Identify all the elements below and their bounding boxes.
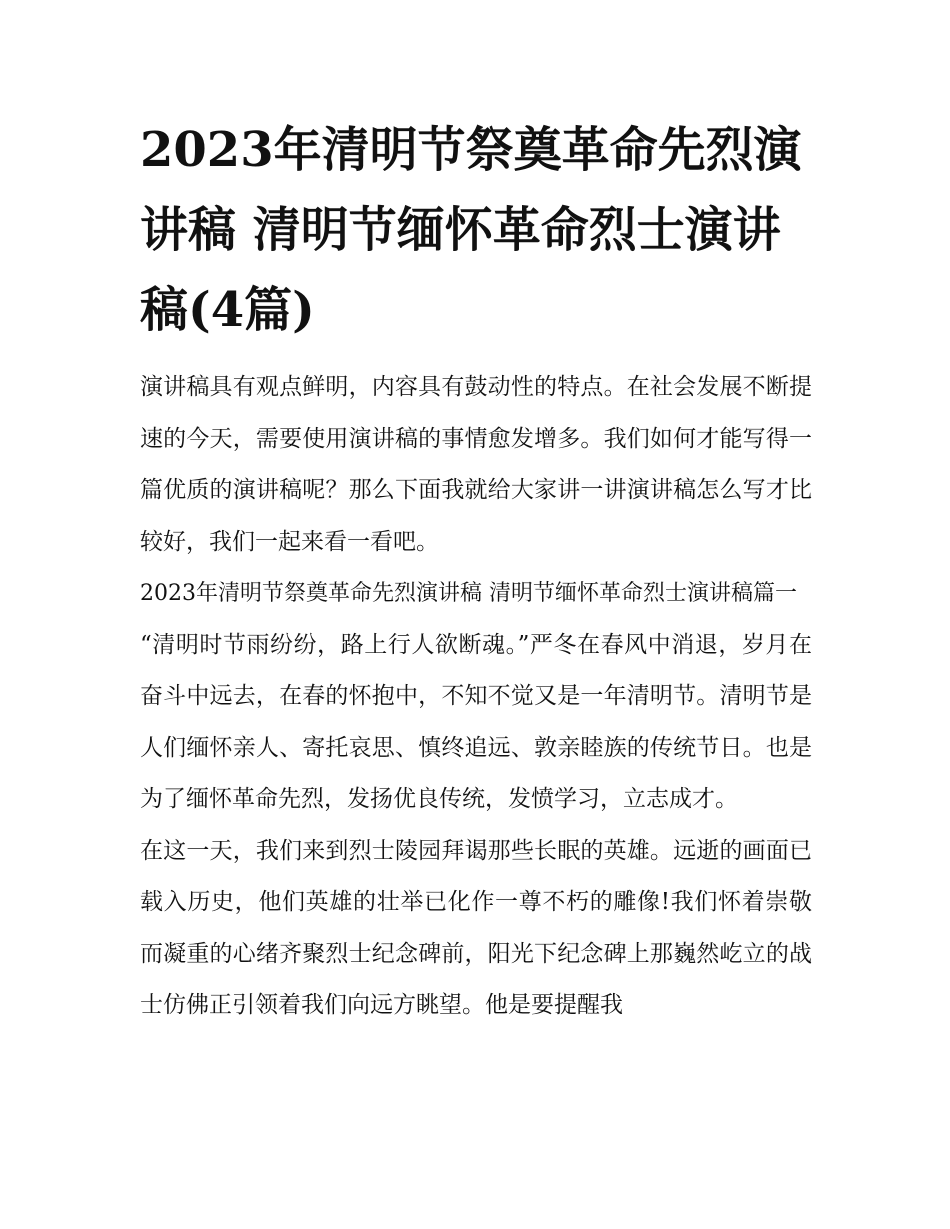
title-block <box>140 110 812 350</box>
body-paragraph-1: “清明时节雨纷纷，路上行人欲断魂。”严冬在春风中消退，岁月在奋斗中远去，在春的怀抱中，不知不觉又是一年清明节。清明节是人们缅怀亲人、寄托哀思、慎终追远、敦亲睦族的传统节日。也是为了缅怀革命先烈，发扬优良传统，发愤学习，立志成才。 <box>140 631 812 812</box>
document-page <box>140 110 812 1032</box>
body-paragraph-2: 在这一天，我们来到烈士陵园拜谒那些长眠的英雄。远逝的画面已载入历史，他们英雄的壮举已化作一尊不朽的雕像!我们怀着崇敬而凝重的心绪齐聚烈士纪念碑前，阳光下纪念碑上那巍然屹立的战士仿佛正引领着我们向远方眺望。他是要提醒我 <box>140 837 812 1018</box>
intro-paragraph: 演讲稿具有观点鲜明，内容具有鼓动性的特点。在社会发展不断提速的今天，需要使用演讲稿的事情愈发增多。我们如何才能写得一篇优质的演讲稿呢？那么下面我就给大家讲一讲演讲稿怎么写才比较好，我们一起来看一看吧。 <box>140 374 812 555</box>
document-title: 2023年清明节祭奠革命先烈演讲稿 清明节缅怀革命烈士演讲稿(4篇) <box>140 122 802 338</box>
section-heading: 2023年清明节祭奠革命先烈演讲稿 清明节缅怀革命烈士演讲稿篇一 <box>140 581 797 606</box>
